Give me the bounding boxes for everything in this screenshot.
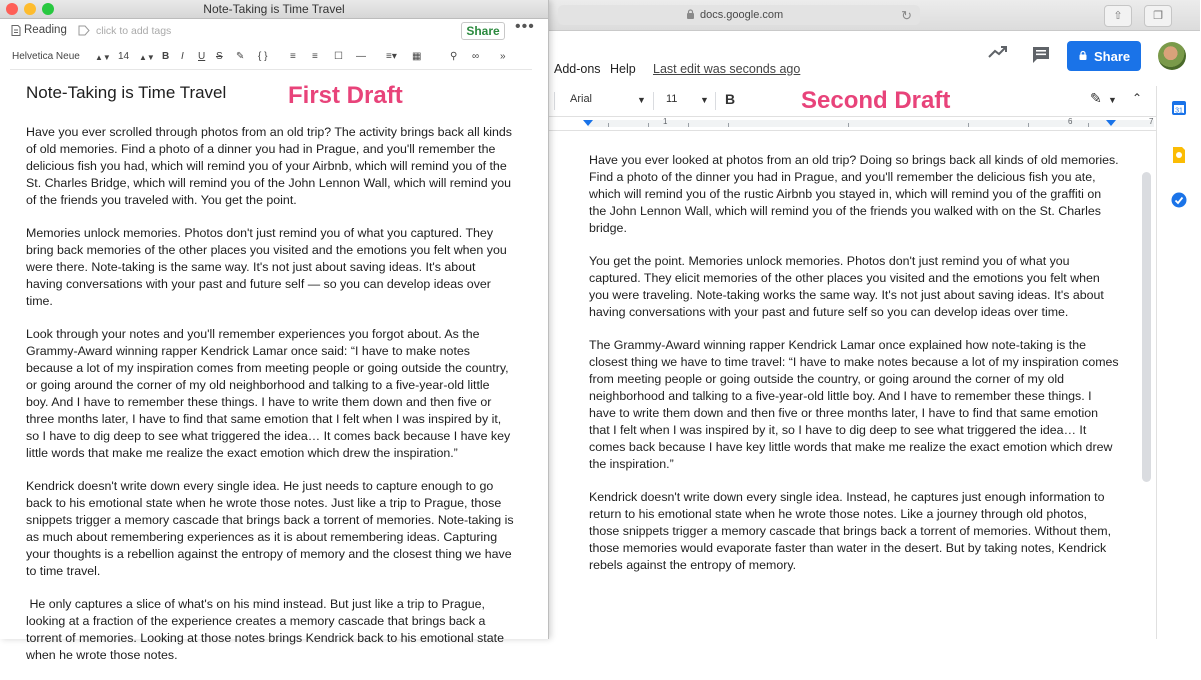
document-icon bbox=[11, 25, 21, 36]
font-family-select[interactable]: Arial bbox=[570, 93, 593, 105]
zoom-window-icon[interactable] bbox=[42, 3, 54, 15]
chevron-down-icon[interactable]: ▼ bbox=[637, 95, 646, 105]
align-icon[interactable]: ≡▾ bbox=[386, 51, 397, 62]
ruler-tick bbox=[1088, 123, 1089, 127]
ruler-tick bbox=[648, 123, 649, 127]
font-size-select[interactable]: 11 bbox=[666, 93, 678, 105]
address-bar[interactable] bbox=[558, 5, 920, 25]
code-button[interactable]: { } bbox=[258, 51, 268, 62]
note-share-button[interactable]: Share bbox=[461, 22, 505, 40]
note-paragraph: Have you ever scrolled through photos from an old trip? The activity brings back all kinds of old memories. Find a photo of a dinner you had in Prague, and you'll remember the delicious fish you had, which will remind you of your Airbnb, which will remind you of the St. Charles Bridge, which will remind you of the John Lennon Wall, which will remind you of the friends you traveled with. You get the point. bbox=[26, 125, 513, 207]
editing-mode-icon[interactable]: ✎ bbox=[1090, 90, 1102, 106]
chevron-down-icon[interactable]: ▼ bbox=[1108, 95, 1117, 105]
account-avatar[interactable] bbox=[1158, 42, 1186, 70]
stepper-icon[interactable]: ▲▼ bbox=[95, 53, 111, 62]
note-body[interactable] bbox=[26, 124, 514, 680]
docs-document-body[interactable] bbox=[589, 152, 1119, 590]
lock-icon bbox=[686, 9, 695, 19]
horizontal-rule-icon[interactable]: — bbox=[356, 51, 366, 62]
note-paragraph: Kendrick doesn't write down every single idea. He just needs to capture enough to go back to his emotional state when he wrote those notes. Just like a trip to Prague, those snippets trigger a memory cascade that brings back a torrent of memories. Note-taking is as much about remembering experiences as it is about remembering ideas. Capturing your thoughts is a rebellion against the entropy of memory and the closest thing we have to time travel. bbox=[26, 479, 514, 578]
ruler-tick bbox=[1028, 123, 1029, 127]
docs-share-label: Share bbox=[1094, 49, 1131, 64]
strikethrough-button[interactable]: S bbox=[216, 51, 223, 62]
window-title-bar bbox=[0, 0, 548, 19]
tabs-overview-icon[interactable]: ❐ bbox=[1144, 5, 1172, 27]
font-size-select[interactable]: 14 bbox=[118, 51, 130, 62]
reload-icon[interactable]: ↻ bbox=[901, 8, 912, 23]
highlight-icon[interactable]: ✎ bbox=[236, 51, 245, 62]
docs-header bbox=[548, 31, 1200, 86]
trending-icon[interactable] bbox=[988, 45, 1008, 59]
share-sheet-icon[interactable]: ⇧ bbox=[1104, 5, 1132, 27]
bulleted-list-icon[interactable]: ≡ bbox=[290, 51, 296, 62]
tag-icon bbox=[78, 25, 90, 36]
docs-share-button[interactable] bbox=[1067, 41, 1141, 71]
toolbar-divider bbox=[554, 92, 555, 110]
ruler-number: 1 bbox=[663, 117, 668, 126]
checklist-icon[interactable]: ☐ bbox=[334, 51, 343, 62]
attachment-icon[interactable]: ⚲ bbox=[450, 51, 458, 62]
google-docs-window bbox=[548, 0, 1200, 639]
note-paragraph: Look through your notes and you'll remember experiences you forgot about. As the Grammy-Award winning rapper Kendrick Lamar once said: “I have to make notes because a lot of my inspiration comes from meeting people or going outside the country, or going around the corner of my old neighborhood and talking to a five-year-old little boy. And I have to remember these things. I have to write them down and then five or three months later, I have to find that same emotion that I felt when I was inspired by it, so I have to dig deep to see what triggered the idea… It comes back because I have key little words that make me realize the exact emotion which drew the inspiration.” bbox=[26, 327, 511, 460]
keep-icon[interactable] bbox=[1171, 146, 1187, 164]
tasks-icon[interactable] bbox=[1171, 192, 1187, 208]
bold-button[interactable]: B bbox=[725, 91, 736, 107]
calendar-icon[interactable] bbox=[1171, 100, 1187, 116]
doc-paragraph: Have you ever looked at photos from an old trip? Doing so brings back all kinds of old memories. Find a photo of the dinner you had in Prague, and you'll remember the delicious fish you ate, which will remind you of the rustic Airbnb you stayed in, which will remind you of the graffiti on the John Lennon Wall, which will remind you of the friends you walked with on the St. Charles bridge. bbox=[589, 153, 1119, 235]
ruler-tick bbox=[728, 123, 729, 127]
italic-button[interactable]: I bbox=[181, 51, 184, 62]
stepper-icon[interactable]: ▲▼ bbox=[139, 53, 155, 62]
note-paragraph: Memories unlock memories. Photos don't just remind you of what you captured. They bring back memories of the other places you visited and the emotions you felt when you were there. Note-taking is the same way. It's not just about saving ideas. It's about having conversations with your past and future self — so you can develop ideas over time. bbox=[26, 226, 507, 308]
ruler-tick bbox=[968, 123, 969, 127]
first-draft-label: First Draft bbox=[288, 82, 403, 109]
doc-paragraph: Kendrick doesn't write down every single idea. Instead, he captures just enough information to return to his emotional state when he wrote those notes. Like a journey through old photos, those snippets trigger a memory cascade that brings back a torrent of memories. Without them, those memories would evaporate faster than water in the desert. But by taking notes, Kendrick rebels against the entropy of memory. bbox=[589, 490, 1112, 572]
close-window-icon[interactable] bbox=[6, 3, 18, 15]
ruler-number: 6 bbox=[1068, 117, 1073, 126]
last-edit-link[interactable]: Last edit was seconds ago bbox=[653, 62, 801, 76]
ruler-tick bbox=[848, 123, 849, 127]
underline-button[interactable]: U bbox=[198, 51, 206, 62]
minimize-window-icon[interactable] bbox=[24, 3, 36, 15]
reading-mode-label[interactable]: Reading bbox=[24, 24, 67, 36]
comment-icon[interactable] bbox=[1031, 46, 1051, 64]
ruler bbox=[548, 116, 1156, 131]
add-tags-field[interactable]: click to add tags bbox=[96, 25, 172, 37]
toolbar-divider bbox=[653, 92, 654, 110]
chevron-down-icon[interactable]: ▼ bbox=[700, 95, 709, 105]
svg-text:31: 31 bbox=[1175, 107, 1183, 115]
more-formats-icon[interactable]: » bbox=[500, 51, 506, 62]
lock-icon bbox=[1079, 51, 1087, 60]
doc-paragraph: The Grammy-Award winning rapper Kendrick Lamar once explained how note-taking is the closest thing we have to time travel: “I have to make notes because a lot of my inspiration comes from meeting people or going outside the country, or going around the corner of my old neighborhood and talking to a five-year-old little boy. And I have to remember these things. I have to write them down and then five or three months later, I have to find that same emotion that I felt when I was inspired by it, so I have to dig deep to see what triggered the idea… It comes back because I have key little words that make me realize the exact emotion which drew the inspiration.” bbox=[589, 338, 1119, 471]
note-paragraph: He only captures a slice of what's on his mind instead. But just like a trip to Prague, looking at a fraction of the experience creates a memory cascade that brings back a torrent of memories. Looking at those notes brings Kendrick back to his emotional state when he wrote those notes. bbox=[26, 597, 504, 662]
toolbar-divider bbox=[10, 69, 532, 70]
second-draft-label: Second Draft bbox=[801, 87, 951, 114]
note-format-toolbar bbox=[0, 46, 548, 68]
bold-button[interactable]: B bbox=[162, 51, 170, 62]
more-options-icon[interactable]: ••• bbox=[515, 18, 535, 35]
note-app-window bbox=[0, 0, 549, 662]
side-panel bbox=[1156, 86, 1201, 639]
safari-toolbar bbox=[548, 0, 1200, 31]
table-icon[interactable]: ▦ bbox=[412, 51, 422, 62]
collapse-toolbar-icon[interactable]: ⌃ bbox=[1132, 91, 1143, 105]
ruler-number: 7 bbox=[1149, 117, 1154, 126]
window-title: Note-Taking is Time Travel bbox=[203, 2, 345, 16]
doc-paragraph: You get the point. Memories unlock memories. Photos don't just remind you of what you captured. They elicit memories of the other places you visited and the emotions you felt when you were traveling. Note-taking works the same way. It's not just about saving ideas. It's about having conversations with your past and future self so you can develop ideas over time. bbox=[589, 254, 1104, 319]
font-family-select[interactable]: Helvetica Neue bbox=[12, 51, 80, 62]
link-icon[interactable]: ∞ bbox=[472, 51, 480, 62]
ruler-tick bbox=[688, 123, 689, 127]
toolbar-divider bbox=[715, 92, 716, 110]
numbered-list-icon[interactable]: ≡ bbox=[312, 51, 318, 62]
document-scrollbar[interactable] bbox=[1142, 172, 1151, 482]
left-indent-marker[interactable] bbox=[583, 120, 593, 128]
menu-addons[interactable]: Add-ons bbox=[554, 62, 601, 76]
ruler-tick bbox=[608, 123, 609, 127]
right-indent-marker[interactable] bbox=[1106, 120, 1116, 128]
url-text: docs.google.com bbox=[700, 9, 784, 21]
menu-help[interactable]: Help bbox=[610, 62, 636, 76]
note-title[interactable]: Note-Taking is Time Travel bbox=[26, 83, 227, 102]
